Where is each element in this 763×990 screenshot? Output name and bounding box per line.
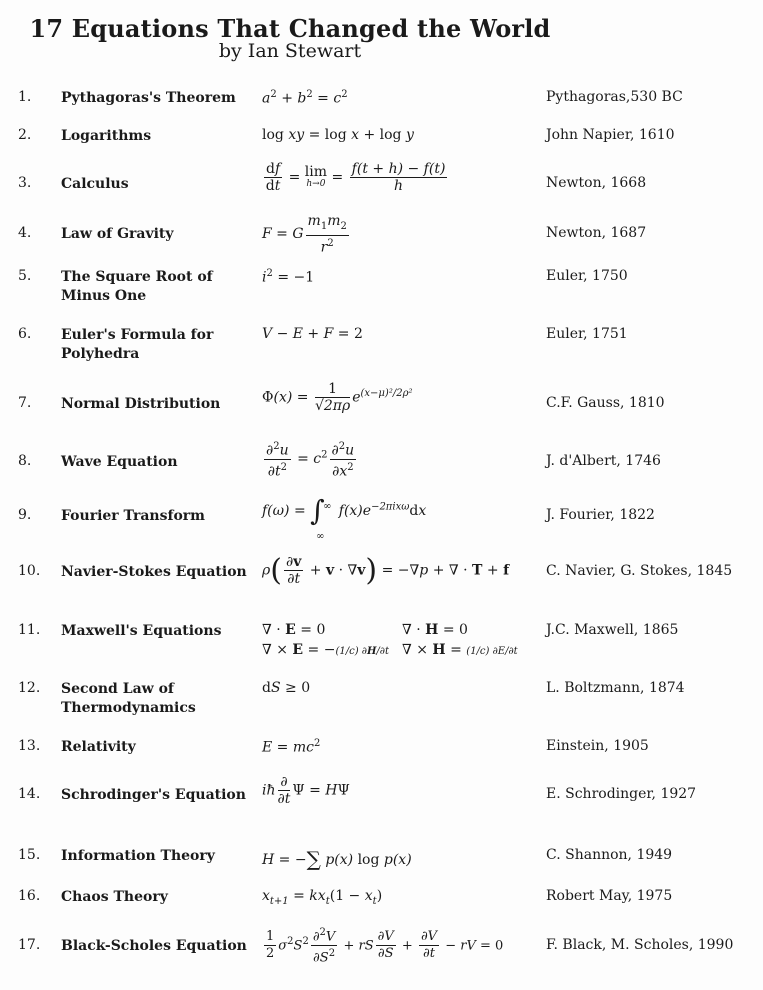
- equation-credit: C. Navier, G. Stokes, 1845: [546, 563, 733, 579]
- row-number: 1.: [18, 89, 32, 105]
- equation-credit: J.C. Maxwell, 1865: [546, 622, 679, 638]
- equation-name: Maxwell's Equations: [61, 623, 222, 639]
- row-number: 15.: [18, 847, 41, 863]
- equation-credit: Euler, 1751: [546, 326, 628, 342]
- equation-credit: L. Boltzmann, 1874: [546, 680, 685, 696]
- equation-formula: iħ $\frac{\partial}{\partial t}$ Ψ = HΨ: [262, 774, 350, 807]
- equation-credit: John Napier, 1610: [546, 127, 675, 143]
- equation-credit: J. Fourier, 1822: [546, 507, 655, 523]
- row-number: 4.: [18, 225, 32, 241]
- row-number: 10.: [18, 563, 41, 579]
- equation-formula: Φ(x) = $\frac{1}{√2\pi\rho}$ $e^{(x-\mu)^2/2\rho^2}$: [262, 381, 413, 414]
- equation-name: Navier-Stokes Equation: [61, 564, 247, 580]
- equation-name: Information Theory: [61, 848, 215, 864]
- equation-formula: F = G $\frac{m_1m_2}{r^2}$: [262, 213, 347, 256]
- equation-name: The Square Root of Minus One: [61, 269, 213, 304]
- equation-name: Second Law of Thermodynamics: [61, 681, 196, 716]
- equation-formula: $x_{t+1} = kx_t(1 - x_t)$: [262, 888, 383, 907]
- row-number: 11.: [18, 622, 41, 638]
- equation-name: Pythagoras's Theorem: [61, 90, 236, 106]
- row-number: 14.: [18, 786, 41, 802]
- equation-credit: F. Black, M. Scholes, 1990: [546, 937, 734, 953]
- row-number: 6.: [18, 326, 32, 342]
- equation-credit: Euler, 1750: [546, 268, 628, 284]
- equation-formula: $\frac{df}{dt}$ = lim h→0 = $\frac{f(t + h) - f(t)}{h}$: [265, 161, 446, 194]
- equation-credit: J. d'Albert, 1746: [546, 453, 661, 469]
- equation-credit: Einstein, 1905: [546, 738, 649, 754]
- row-number: 2.: [18, 127, 32, 143]
- equation-credit: Newton, 1668: [546, 175, 647, 191]
- equation-credit: C.F. Gauss, 1810: [546, 395, 665, 411]
- equation-name: Normal Distribution: [61, 396, 221, 412]
- equation-formula: $E = mc^2$: [262, 738, 321, 756]
- equation-formula: f(ω) = ∫ ∞ ∞ $f(x)e^{-2\pi ix\omega}dx$: [262, 494, 427, 542]
- row-number: 17.: [18, 937, 41, 953]
- equation-credit: Newton, 1687: [546, 225, 647, 241]
- equation-formula: ∇ · E = 0 ∇ · H = 0 ∇ × E = −(1/c) ∂H/∂t ∇ × H = (1/c) ∂E/∂t: [262, 622, 518, 658]
- equation-name: Black-Scholes Equation: [61, 938, 247, 954]
- equation-formula: ρ( $\frac{\partial v}{\partial t}$ + v · ∇v) = −∇p + ∇ · T + f: [262, 553, 510, 588]
- equation-formula: log xy = log x + log y: [262, 127, 414, 143]
- equation-name: Schrodinger's Equation: [61, 787, 246, 803]
- equation-name: Calculus: [61, 176, 129, 192]
- equation-name: Chaos Theory: [61, 889, 168, 905]
- equation-name: Relativity: [61, 739, 136, 755]
- equation-credit: E. Schrodinger, 1927: [546, 786, 697, 802]
- row-number: 9.: [18, 507, 32, 523]
- row-number: 7.: [18, 395, 32, 411]
- page-title: 17 Equations That Changed the World: [29, 14, 551, 43]
- equation-credit: Robert May, 1975: [546, 888, 673, 904]
- equation-formula: V − E + F = 2: [262, 326, 363, 342]
- equation-name: Wave Equation: [61, 454, 178, 470]
- equation-name: Fourier Transform: [61, 508, 205, 524]
- equation-formula: $a^2 + b^2 = c^2$: [262, 89, 348, 107]
- equation-formula: $\frac{1}{2}$ $\sigma^2S^2$ $\frac{\partial^2V}{\partial S^2}$ + rS $\frac{\partial V}{\partial S}$ + $\frac{\partial V}{\partial t}$ − rV = 0: [266, 927, 504, 966]
- equation-name: Euler's Formula for Polyhedra: [61, 327, 214, 362]
- row-number: 13.: [18, 738, 41, 754]
- page-subtitle: by Ian Stewart: [218, 40, 362, 62]
- row-number: 5.: [18, 268, 32, 284]
- equation-formula: H = −∑ p(x) log p(x): [262, 847, 412, 871]
- row-number: 3.: [18, 175, 32, 191]
- equation-name: Logarithms: [61, 128, 152, 144]
- equation-credit: C. Shannon, 1949: [546, 847, 673, 863]
- equation-formula: $i^2 = -1$: [262, 268, 315, 286]
- row-number: 8.: [18, 453, 32, 469]
- equation-name: Law of Gravity: [61, 226, 174, 242]
- row-number: 16.: [18, 888, 41, 904]
- equation-formula: $\frac{\partial^2u}{\partial t^2}$ = $c^2$ $\frac{\partial^2u}{\partial x^2}$: [266, 441, 355, 480]
- row-number: 12.: [18, 680, 41, 696]
- equation-credit: Pythagoras,530 BC: [546, 89, 683, 105]
- equation-formula: dS ≥ 0: [262, 680, 311, 696]
